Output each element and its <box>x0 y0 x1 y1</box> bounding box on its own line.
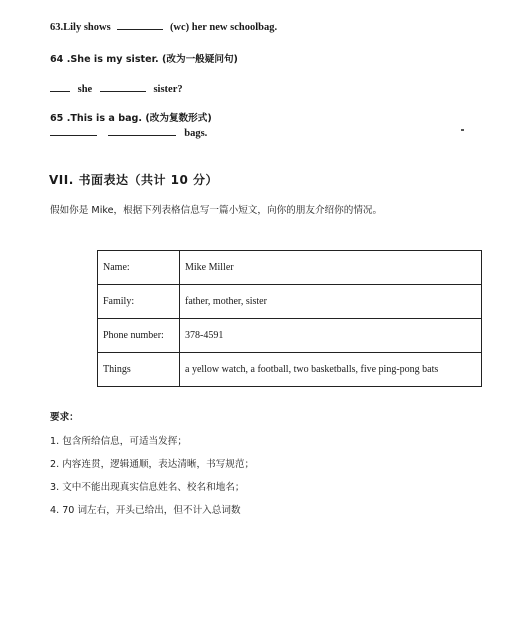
requirement-item: 4. 70 词左右，开头已给出，但不计入总词数 <box>50 505 241 516</box>
row-value: father, mother, sister <box>180 285 482 319</box>
section-title: VII. 书面表达（共计 10 分） <box>49 173 219 187</box>
q65-blank-2[interactable] <box>108 126 176 136</box>
question-65-prompt <box>50 110 212 124</box>
q64-word-2: sister? <box>153 84 183 95</box>
q63-answer-blank[interactable] <box>117 20 163 30</box>
question-64-prompt <box>50 51 238 65</box>
row-label: Family: <box>98 285 180 319</box>
q63-hint: (wc) her new schoolbag. <box>169 22 278 33</box>
scan-speck <box>461 129 464 131</box>
row-value: Mike Miller <box>180 251 482 285</box>
requirement-item: 2. 内容连贯，逻辑通顺，表达清晰，书写规范； <box>50 459 255 470</box>
q65-blank-1[interactable] <box>50 126 97 136</box>
table-row <box>98 251 482 285</box>
requirements-heading: 要求： <box>50 412 79 423</box>
q63-prefix: 63.Lily shows <box>50 22 111 33</box>
question-64-answer-line <box>50 82 183 95</box>
question-65-answer-line <box>50 126 207 139</box>
q65-prompt: 65 .This is a bag. (改为复数形式) <box>50 113 212 124</box>
question-63 <box>50 20 277 33</box>
row-value: 378-4591 <box>180 319 482 353</box>
table-row <box>98 319 482 353</box>
q64-blank-1[interactable] <box>50 82 70 92</box>
q64-blank-2[interactable] <box>100 82 146 92</box>
table-row <box>98 353 482 387</box>
row-label: Phone number: <box>98 319 180 353</box>
row-label: Name: <box>98 251 180 285</box>
q65-word: bags. <box>184 128 208 139</box>
q64-prompt: 64 .She is my sister. (改为一般疑问句) <box>50 54 238 65</box>
info-table <box>97 250 482 387</box>
row-value: a yellow watch, a football, two basketballs, five ping-pong bats <box>180 353 482 387</box>
requirement-item: 3. 文中不能出现真实信息姓名、校名和地名； <box>50 482 245 493</box>
q64-word-1: she <box>77 84 93 95</box>
section-instruction: 假如你是 Mike，根据下列表格信息写一篇小短文，向你的朋友介绍你的情况。 <box>50 205 383 216</box>
table-row <box>98 285 482 319</box>
requirement-item: 1. 包含所给信息，可适当发挥； <box>50 436 187 447</box>
row-label: Things <box>98 353 180 387</box>
